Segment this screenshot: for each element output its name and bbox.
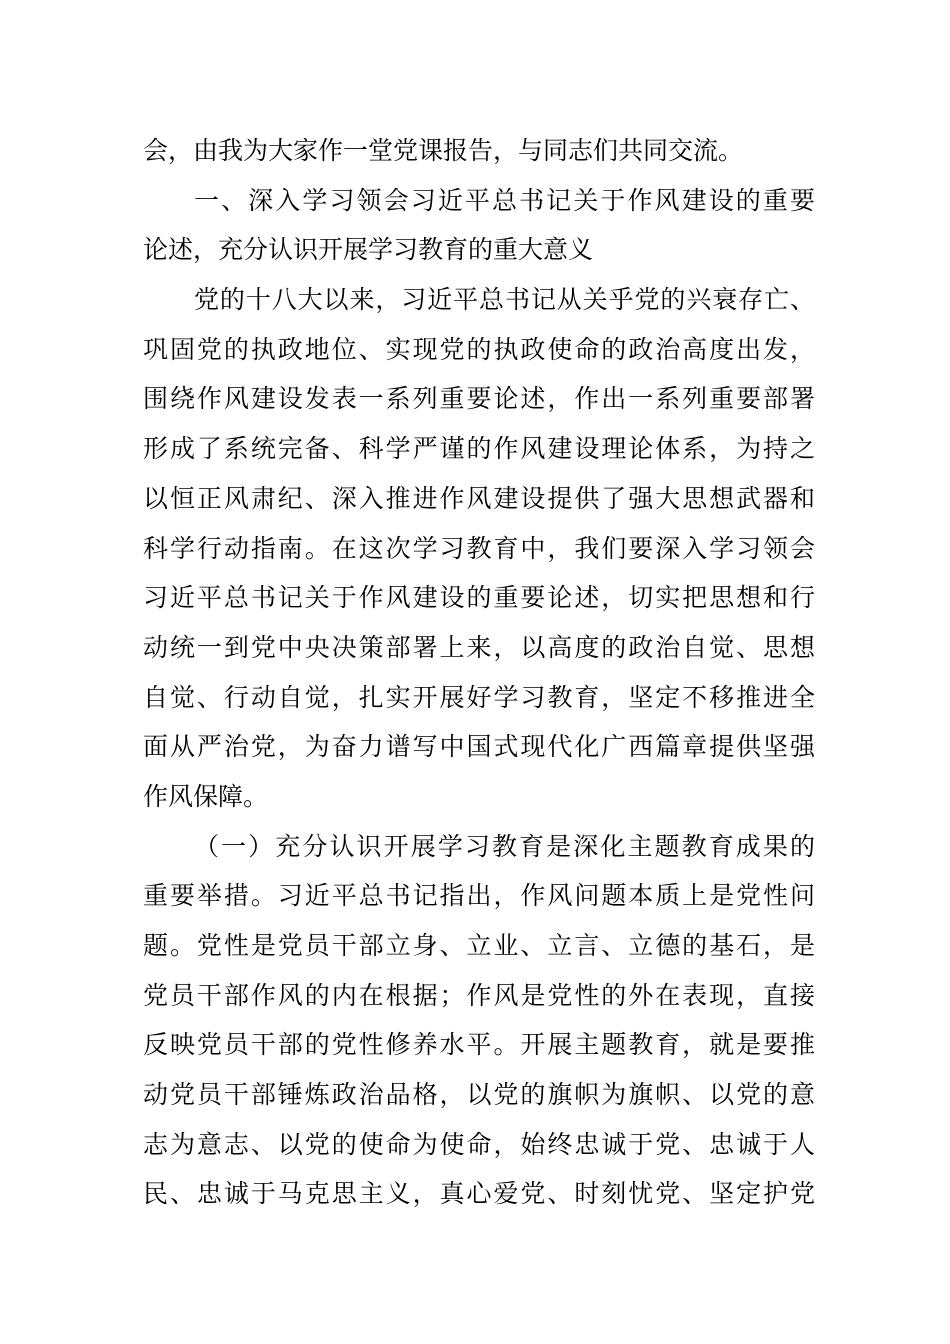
text-line: 志为意志、以党的使命为使命，始终忠诚于党、忠诚于人 — [143, 1130, 815, 1159]
text-line: 民、忠诚于马克思主义，真心爱党、时刻忧党、坚定护党 — [143, 1180, 815, 1209]
text-line: 题。党性是党员干部立身、立业、立言、立德的基石，是 — [143, 932, 815, 960]
text-line: 自觉、行动自觉，扎实开展好学习教育，坚定不移推进全 — [143, 683, 815, 712]
text-line: 反映党员干部的党性修养水平。开展主题教育，就是要推 — [143, 1031, 815, 1060]
text-line: 党的十八大以来，习近平总书记从关乎党的兴衰存亡、 — [194, 286, 815, 315]
text-line: 动党员干部锤炼政治品格，以党的旗帜为旗帜、以党的意 — [143, 1081, 815, 1110]
text-line: 形成了系统完备、科学严谨的作风建设理论体系，为持之 — [143, 435, 815, 464]
text-line: （一）充分认识开展学习教育是深化主题教育成果的 — [194, 832, 815, 861]
text-line: 动统一到党中央决策部署上来，以高度的政治自觉、思想 — [143, 633, 815, 662]
text-line: 重要举措。习近平总书记指出，作风问题本质上是党性问 — [143, 882, 815, 911]
text-line: 习近平总书记关于作风建设的重要论述，切实把思想和行 — [143, 584, 815, 613]
text-line: 会，由我为大家作一堂党课报告，与同志们共同交流。 — [143, 137, 744, 165]
heading-line: 论述，充分认识开展学习教育的重大意义 — [143, 236, 594, 265]
heading-line: 一、深入学习领会习近平总书记关于作风建设的重要 — [194, 186, 815, 215]
text-line: 以恒正风肃纪、深入推进作风建设提供了强大思想武器和 — [143, 484, 815, 513]
text-line: 党员干部作风的内在根据；作风是党性的外在表现，直接 — [143, 981, 815, 1010]
text-line: 围绕作风建设发表一系列重要论述，作出一系列重要部署 — [143, 385, 815, 414]
text-line: 作风保障。 — [143, 782, 269, 811]
text-line: 巩固党的执政地位、实现党的执政使命的政治高度出发， — [143, 335, 815, 364]
text-line: 科学行动指南。在这次学习教育中，我们要深入学习领会 — [143, 534, 815, 563]
document-text-block — [143, 127, 815, 1220]
text-line: 面从严治党，为奋力谱写中国式现代化广西篇章提供坚强 — [143, 733, 815, 762]
